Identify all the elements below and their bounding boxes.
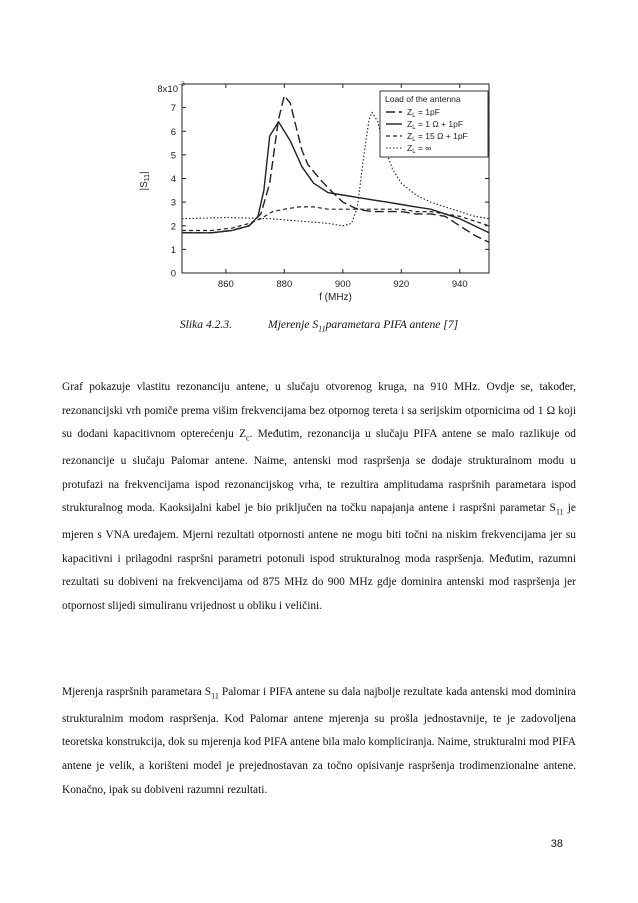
text-run: je mjeren s VNA uređajem. Mjerni rezultati otpornosti antene ne mogu biti točni na niskim frekvencijama jer su kapacitivni i prilagodni raspršni parametri potonuli ispod strukturalnog moda raspršenja. Međutim, razumni rezultati su dobiveni na frekvencijama od 875 MHz do 900 MHz gdje dominira antenski mod raspršenja jer otpornost slijedi simuliranu vrijednost u obliku i veličini.	[62, 502, 576, 612]
figure-caption	[0, 318, 638, 333]
text-run: Palomar i PIFA antene su dala najbolje rezultate kada antenski mod dominira strukturalnim modom raspršenja. Kod Palomar antene mjerenja su prošla jednostavnije, te je zadovoljena teoretska konstrukcija, dok su mjerenja kod PIFA antene bila malo kompliciranja. Naime, strukturalni mod PIFA antene je velik, a korišteni model je prejednostavan za točno opisivanje raspršenja trodimenzionalne antene. Konačno, ipak su dobiveni razumni rezultati.	[62, 686, 576, 796]
subscript: c	[246, 433, 250, 443]
y-tick-label: 0	[170, 268, 176, 280]
y-tick-label: 4	[170, 174, 176, 185]
chart-legend	[380, 91, 488, 157]
y-axis-label	[139, 171, 151, 190]
caption-label: Slika 4.2.3.	[179, 318, 233, 331]
y-tick-label: 2	[170, 221, 176, 233]
legend-entry-rest: = 1 Ω + 1pF	[415, 119, 464, 129]
text-run: Mjerenja raspršnih parametara S	[62, 686, 212, 698]
y-scale-label: 8x10	[157, 84, 178, 95]
legend-entry-main: Z	[407, 143, 413, 153]
x-tick-label: 940	[451, 279, 468, 290]
paragraph-conclusion	[62, 681, 576, 802]
legend-entry-main: Z	[407, 107, 413, 117]
y-tick-label: 6	[170, 126, 176, 138]
legend-entry-rest: = 15 Ω + 1pF	[415, 131, 468, 141]
y-tick-label: 7	[170, 103, 176, 115]
y-scale-exponent: -3	[179, 81, 185, 88]
legend-title: Load of the antenna	[385, 94, 461, 104]
legend-entry-sub: L	[412, 125, 416, 131]
x-tick-label: 880	[276, 279, 293, 290]
x-tick-label: 900	[334, 279, 351, 290]
series-line-3	[182, 207, 489, 231]
x-tick-label: 920	[393, 279, 410, 290]
text-run: . Međutim, rezonancija u slučaju PIFA antene se malo razlikuje od rezonancije u slučaju Palomar antene. Naime, antenski mod raspršenja se dodaje strukturalnom modu u protufazi na frekvencijama ispod rezonancijskog vrha, te rezultira amplitudama raspršnih parametara ispod strukturalnog moda. Kaoksijalni kabel je bio priključen na točku napajanja antene i raspršni parametar S	[62, 428, 576, 515]
caption-text: Mjerenje $S_{11}parametara$ PIFA antene [7]	[268, 318, 459, 334]
legend-entry-main: Z	[407, 131, 413, 141]
x-tick-label: 860	[217, 279, 234, 290]
legend-entry-sub: L	[412, 137, 416, 143]
y-axis-label-end: |	[139, 171, 150, 174]
y-tick-label: 1	[170, 244, 176, 256]
x-axis-label: f (MHz)	[319, 292, 352, 303]
legend-entry-sub: L	[412, 149, 416, 155]
y-tick-label: 3	[170, 197, 176, 209]
text-run: Graf pokazuje vlastitu rezonanciju antene, u slučaju otvorenog kruga, na 910 MHz. Ovdje se, također, rezonancijski vrh pomiče prema višim frekvencijama bez otpornog tereta i sa serijskim otpornicima od 1 Ω koji su dodani kapacitivnom opterećenju Z	[62, 381, 576, 441]
subscript: 11	[555, 507, 564, 517]
paragraph-resonance	[62, 376, 576, 619]
legend-entry-rest: = ∞	[415, 143, 432, 153]
legend-entry-sub: L	[412, 113, 416, 119]
legend-entry-main: Z	[407, 119, 413, 129]
subscript: 11	[211, 691, 219, 701]
legend-entry-rest: = 1pF	[415, 107, 440, 117]
page-number: 38	[550, 838, 563, 850]
y-axis-label-sub: 11	[144, 173, 151, 182]
s11-chart	[135, 78, 500, 333]
y-axis-label-main: |S	[139, 181, 150, 191]
y-tick-label: 5	[170, 150, 176, 162]
